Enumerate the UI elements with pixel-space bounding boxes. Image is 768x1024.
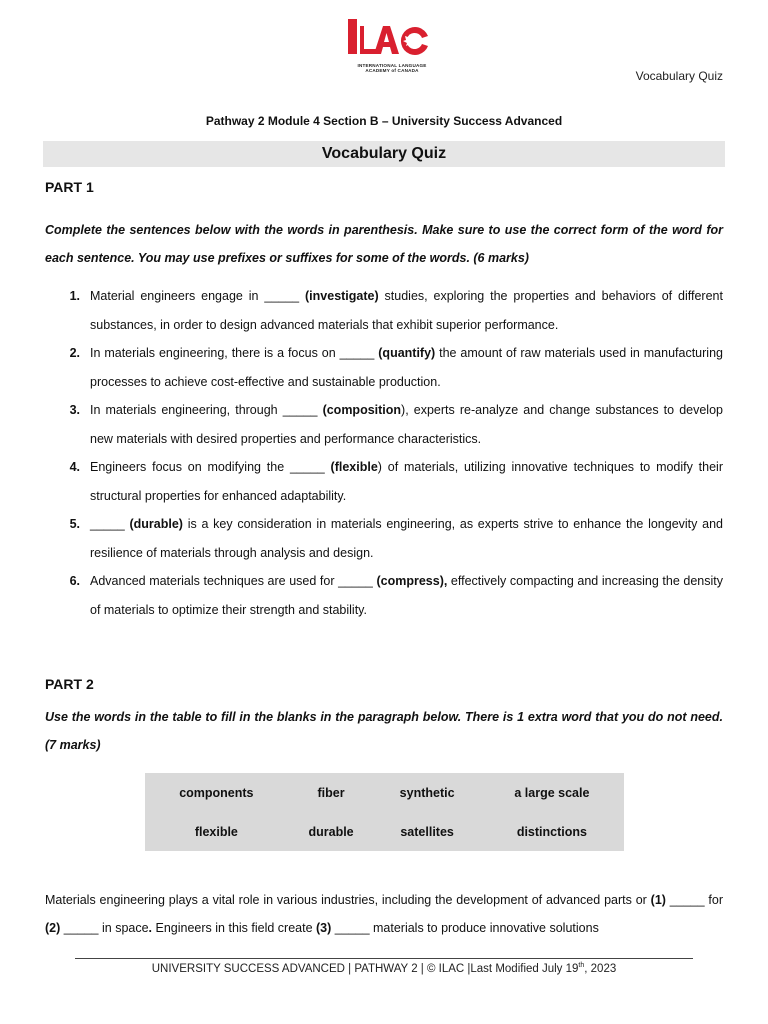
part1-instructions: Complete the sentences below with the words in parenthesis. Make sure to use the correct form of the word for each sentence. You may use prefixes or suffixes for some of the words. (6 marks): [45, 223, 723, 265]
question-keyword: (durable): [129, 517, 183, 531]
question-text: Engineers focus on modifying the _____ (flexible) of materials, utilizing innovative techniques to modify their structural properties for enhanced adaptability.: [90, 460, 724, 503]
question-item: [45, 453, 723, 510]
question-item: [45, 396, 723, 453]
question-number: 1.: [69, 289, 80, 303]
question-text: _____ (durable) is a key consideration in materials engineering, as experts strive to enhance the longevity and resilience of materials through analysis and design.: [90, 517, 723, 560]
part2-instructions: Use the words in the table to fill in the blanks in the paragraph below. There is 1 extra word that you do not need. (7 marks): [45, 710, 723, 752]
question-item: [45, 339, 723, 396]
fill-in-paragraph: Materials engineering plays a vital role in various industries, including the development of advanced parts or (1) _____ for (2) _____ in space. Engineers in this field create (3) _____ materials to produce innovative solutions: [45, 893, 723, 935]
question-item: [45, 282, 723, 339]
footer-divider: [75, 958, 693, 959]
word-bank-row: [145, 773, 624, 812]
ilac-logo-icon: [344, 14, 440, 62]
question-keyword: (investigate): [305, 289, 379, 303]
question-keyword: (flexible: [330, 460, 378, 474]
word-bank-cell: components: [179, 785, 254, 800]
part1-heading: PART 1: [45, 179, 94, 195]
word-bank-cell: flexible: [194, 824, 238, 839]
question-number: 5.: [69, 517, 80, 531]
word-bank-cell: distinctions: [516, 824, 587, 839]
question-keyword: (quantify): [378, 346, 436, 360]
word-bank-cell: satellites: [400, 824, 454, 839]
ilac-logo: [344, 14, 440, 80]
word-bank-row: [145, 812, 624, 851]
part2-heading: PART 2: [45, 676, 94, 692]
question-number: 2.: [69, 346, 80, 360]
page-footer: UNIVERSITY SUCCESS ADVANCED | PATHWAY 2 | © ILAC |Last Modified July 19th, 2023: [151, 962, 617, 975]
question-item: [45, 510, 723, 567]
document-title: Vocabulary Quiz: [43, 141, 725, 167]
word-bank-cell: a large scale: [514, 785, 590, 800]
question-item: [45, 567, 723, 624]
header-quiz-label: Vocabulary Quiz: [635, 69, 723, 83]
question-text: In materials engineering, there is a focus on _____ (quantify) the amount of raw materials used in manufacturing processes to achieve cost-effective and sustainable production.: [90, 346, 723, 389]
question-number: 4.: [69, 460, 80, 474]
word-bank-cell: durable: [308, 824, 354, 839]
logo-tagline: INTERNATIONAL LANGUAGE ACADEMY of CANADA: [357, 63, 427, 74]
document-subtitle: Pathway 2 Module 4 Section B – University Success Advanced: [205, 114, 563, 128]
question-number: 6.: [69, 574, 80, 588]
question-keyword: (compress),: [376, 574, 448, 588]
question-number: 3.: [69, 403, 80, 417]
word-bank-cell: synthetic: [399, 785, 455, 800]
question-keyword: (composition: [322, 403, 402, 417]
question-text: Advanced materials techniques are used for _____ (compress), effectively compacting and increasing the density of materials to optimize their strength and stability.: [90, 574, 723, 617]
word-bank-table: [145, 773, 624, 851]
word-bank-cell: fiber: [317, 785, 345, 800]
question-list: [45, 282, 723, 624]
question-text: In materials engineering, through _____ (composition), experts re-analyze and change substances to develop new materials with desired properties and performance characteristics.: [90, 403, 723, 446]
question-text: Material engineers engage in _____ (investigate) studies, exploring the properties and behaviors of different substances, in order to design advanced materials that exhibit superior performance.: [90, 289, 723, 332]
